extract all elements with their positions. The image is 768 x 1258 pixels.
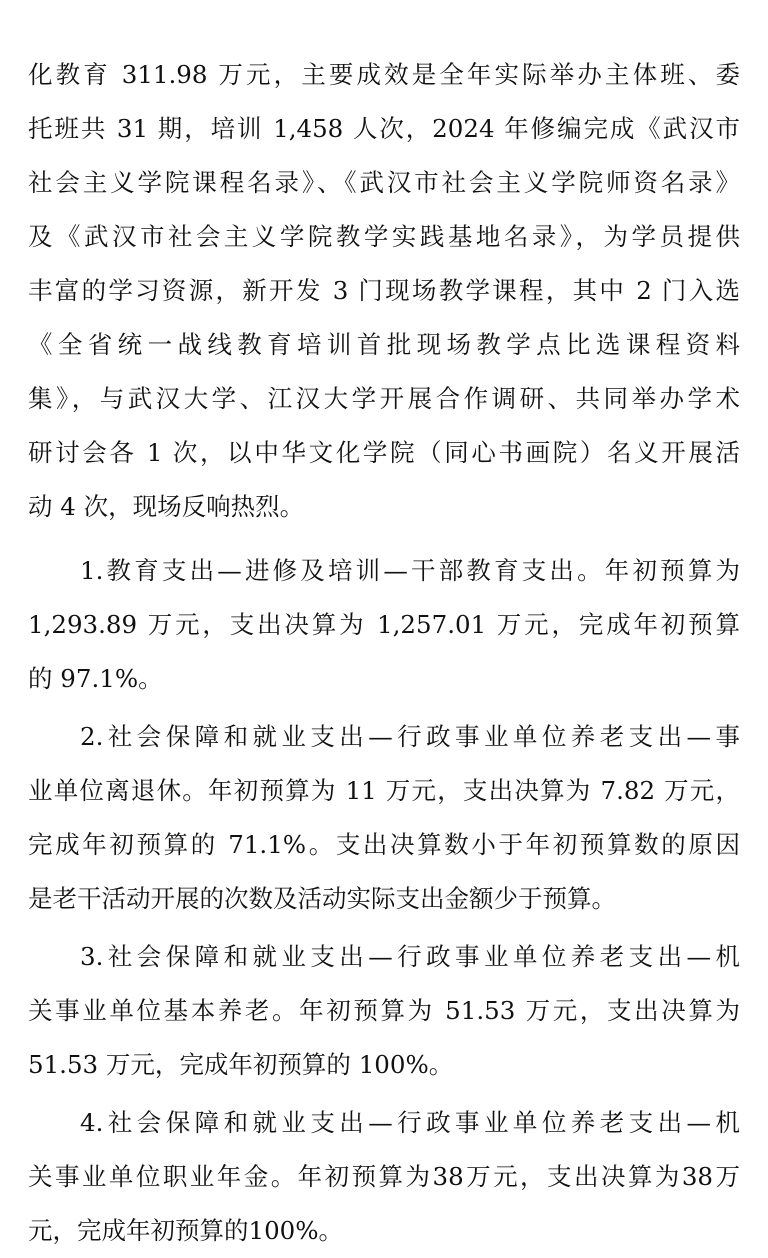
text-line: 1,293.89 万元，支出决算为 1,257.01 万元，完成年初预算	[28, 610, 740, 639]
text-line: 动 4 次，现场反响热烈。	[28, 492, 305, 521]
document-body	[28, 48, 740, 1258]
text-line: 丰富的学习资源，新开发 3 门现场教学课程，其中 2 门入选	[28, 276, 740, 305]
text-line: 化教育 311.98 万元，主要成效是全年实际举办主体班、委	[28, 60, 740, 89]
text-line: 及《武汉市社会主义学院教学实践基地名录》，为学员提供	[28, 222, 740, 251]
paragraph-training-results	[28, 48, 740, 534]
text-line: 1.教育支出—进修及培训—干部教育支出。年初预算为	[80, 556, 740, 585]
text-line: 的 97.1%。	[28, 664, 163, 693]
text-line: 关事业单位基本养老。年初预算为 51.53 万元，支出决算为	[28, 996, 740, 1025]
text-line: 业单位离退休。年初预算为 11 万元，支出决算为 7.82 万元，	[28, 776, 740, 805]
text-line: 4.社会保障和就业支出—行政事业单位养老支出—机	[80, 1108, 740, 1137]
paragraph-item-4-occupational-annuity	[28, 1096, 740, 1258]
text-line: 关事业单位职业年金。年初预算为38万元，支出决算为38万	[28, 1162, 740, 1191]
text-line: 集》，与武汉大学、江汉大学开展合作调研、共同举办学术	[28, 384, 740, 413]
text-line: 元，完成年初预算的100%。	[28, 1216, 344, 1245]
text-line: 研讨会各 1 次，以中华文化学院（同心书画院）名义开展活	[28, 438, 740, 467]
text-line: 是老干活动开展的次数及活动实际支出金额少于预算。	[28, 884, 616, 913]
text-line: 社会主义学院课程名录》、《武汉市社会主义学院师资名录》	[28, 168, 740, 197]
text-line: 《全省统一战线教育培训首批现场教学点比选课程资料	[28, 330, 740, 359]
text-line: 托班共 31 期，培训 1,458 人次，2024 年修编完成《武汉市	[28, 114, 740, 143]
paragraph-item-2-retirement	[28, 710, 740, 926]
text-line: 2.社会保障和就业支出—行政事业单位养老支出—事	[80, 722, 740, 751]
text-line: 51.53 万元，完成年初预算的 100%。	[28, 1050, 454, 1079]
paragraph-item-3-basic-pension	[28, 930, 740, 1092]
paragraph-item-1-education	[28, 544, 740, 706]
text-line: 完成年初预算的 71.1%。支出决算数小于年初预算数的原因	[28, 830, 740, 859]
text-line: 3.社会保障和就业支出—行政事业单位养老支出—机	[80, 942, 740, 971]
